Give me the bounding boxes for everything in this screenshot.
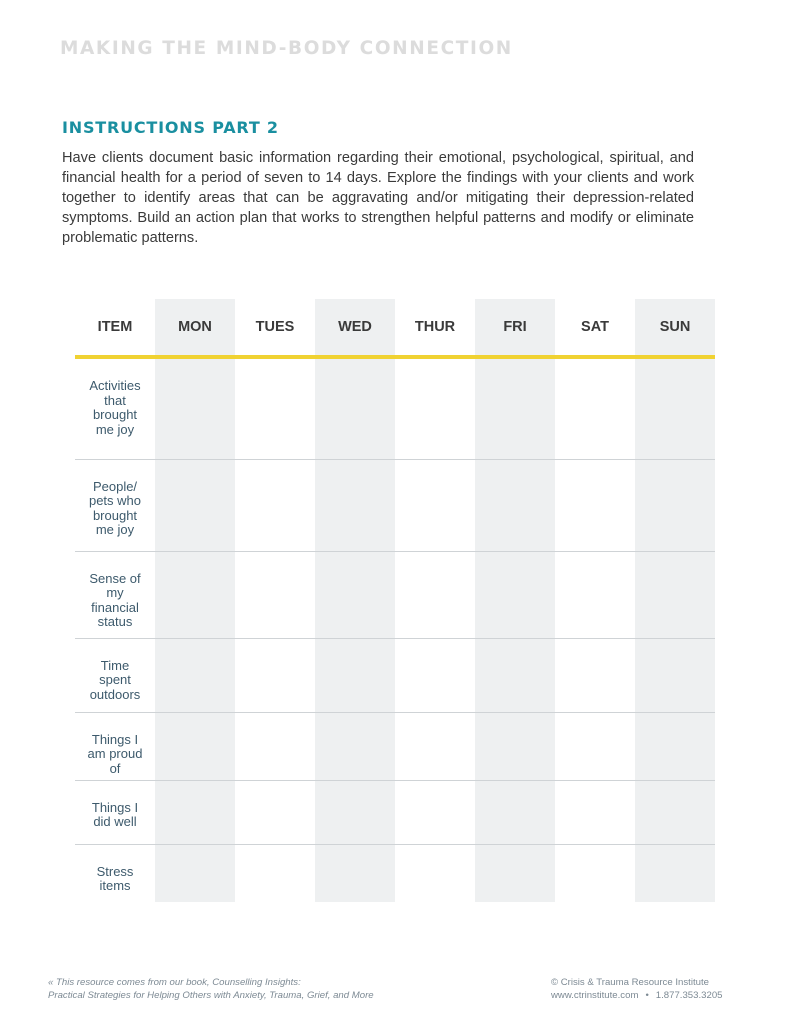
- header-day-fri: FRI: [475, 299, 555, 357]
- entry-cell[interactable]: [555, 712, 635, 780]
- page-header-title: MAKING THE MIND-BODY CONNECTION: [60, 38, 513, 59]
- entry-cell[interactable]: [555, 551, 635, 638]
- entry-cell[interactable]: [475, 844, 555, 902]
- entry-cell[interactable]: [315, 551, 395, 638]
- row-label-text: Things I am proud of: [87, 731, 143, 776]
- header-item: ITEM: [97, 319, 133, 335]
- entry-cell[interactable]: [235, 638, 315, 712]
- entry-cell[interactable]: [555, 459, 635, 551]
- entry-cell[interactable]: [315, 638, 395, 712]
- entry-cell[interactable]: [155, 551, 235, 638]
- entry-cell[interactable]: [555, 780, 635, 844]
- row-label: [75, 844, 155, 902]
- table-header-row: [75, 299, 715, 357]
- tracking-table: [75, 299, 715, 902]
- row-label-text: People/ pets who brought me joy: [88, 478, 142, 537]
- entry-cell[interactable]: [635, 712, 715, 780]
- row-label: [75, 780, 155, 844]
- entry-cell[interactable]: [635, 357, 715, 459]
- row-label-text: Things I did well: [91, 799, 139, 829]
- table-row: [75, 780, 715, 844]
- entry-cell[interactable]: [155, 712, 235, 780]
- entry-cell[interactable]: [235, 551, 315, 638]
- header-day-sun: SUN: [635, 299, 715, 357]
- entry-cell[interactable]: [635, 638, 715, 712]
- entry-cell[interactable]: [395, 844, 475, 902]
- entry-cell[interactable]: [155, 844, 235, 902]
- entry-cell[interactable]: [555, 844, 635, 902]
- footer-source-line1: « This resource comes from our book, Counselling Insights:: [48, 977, 301, 988]
- entry-cell[interactable]: [635, 780, 715, 844]
- entry-cell[interactable]: [235, 459, 315, 551]
- footer-copyright: © Crisis & Trauma Resource Institute: [551, 977, 709, 988]
- row-label: [75, 357, 155, 459]
- entry-cell[interactable]: [235, 780, 315, 844]
- table-row: [75, 551, 715, 638]
- entry-cell[interactable]: [235, 844, 315, 902]
- row-label: [75, 638, 155, 712]
- entry-cell[interactable]: [635, 844, 715, 902]
- header-day-tues: TUES: [255, 319, 295, 335]
- table-row: [75, 844, 715, 902]
- entry-cell[interactable]: [395, 780, 475, 844]
- instructions-heading: INSTRUCTIONS PART 2: [62, 118, 279, 137]
- entry-cell[interactable]: [395, 712, 475, 780]
- entry-cell[interactable]: [475, 551, 555, 638]
- row-label: [75, 551, 155, 638]
- table-row: [75, 459, 715, 551]
- footer-source-line2: Practical Strategies for Helping Others with Anxiety, Trauma, Grief, and More: [48, 990, 374, 1001]
- footer-phone: 1.877.353.3205: [655, 990, 723, 1001]
- entry-cell[interactable]: [635, 459, 715, 551]
- table-row: [75, 638, 715, 712]
- footer-source: [48, 976, 374, 1002]
- entry-cell[interactable]: [155, 780, 235, 844]
- instructions-body: [62, 148, 694, 248]
- entry-cell[interactable]: [475, 357, 555, 459]
- entry-cell[interactable]: [475, 780, 555, 844]
- entry-cell[interactable]: [475, 638, 555, 712]
- entry-cell[interactable]: [475, 712, 555, 780]
- header-day-sat: SAT: [581, 319, 609, 335]
- entry-cell[interactable]: [395, 357, 475, 459]
- entry-cell[interactable]: [315, 357, 395, 459]
- entry-cell[interactable]: [235, 357, 315, 459]
- weekly-grid: [75, 299, 715, 902]
- entry-cell[interactable]: [555, 357, 635, 459]
- entry-cell[interactable]: [315, 712, 395, 780]
- row-label-text: Stress items: [96, 863, 134, 893]
- entry-cell[interactable]: [555, 638, 635, 712]
- footer-separator: •: [645, 990, 649, 1001]
- table-row: [75, 357, 715, 459]
- header-day-mon: MON: [155, 299, 235, 357]
- entry-cell[interactable]: [315, 844, 395, 902]
- entry-cell[interactable]: [235, 712, 315, 780]
- footer-website-link[interactable]: www.ctrinstitute.com: [551, 990, 639, 1001]
- entry-cell[interactable]: [635, 551, 715, 638]
- row-label: [75, 712, 155, 780]
- entry-cell[interactable]: [315, 459, 395, 551]
- footer-contact-line: [551, 989, 723, 1002]
- table-row: [75, 712, 715, 780]
- header-day-wed: WED: [315, 299, 395, 357]
- row-label-text: Activities that brought me joy: [89, 378, 141, 437]
- footer-contact: [551, 976, 723, 1002]
- row-label: [75, 459, 155, 551]
- row-label-text: Sense of my financial status: [89, 570, 141, 629]
- instructions-paragraph: Have clients document basic information regarding their emotional, psychological, spiritual, and financial health for a period of seven to 14 days. Explore the findings with your clients and work together to identify areas that can be aggravating and/or mitigating their depression-related symptoms. Build an action plan that works to strengthen helpful patterns and modify or eliminate problematic patterns.: [62, 150, 694, 246]
- entry-cell[interactable]: [395, 459, 475, 551]
- entry-cell[interactable]: [475, 459, 555, 551]
- entry-cell[interactable]: [155, 638, 235, 712]
- entry-cell[interactable]: [315, 780, 395, 844]
- entry-cell[interactable]: [155, 459, 235, 551]
- entry-cell[interactable]: [155, 357, 235, 459]
- header-day-thur: THUR: [414, 319, 456, 335]
- entry-cell[interactable]: [395, 551, 475, 638]
- row-label-text: Time spent outdoors: [89, 657, 141, 702]
- entry-cell[interactable]: [395, 638, 475, 712]
